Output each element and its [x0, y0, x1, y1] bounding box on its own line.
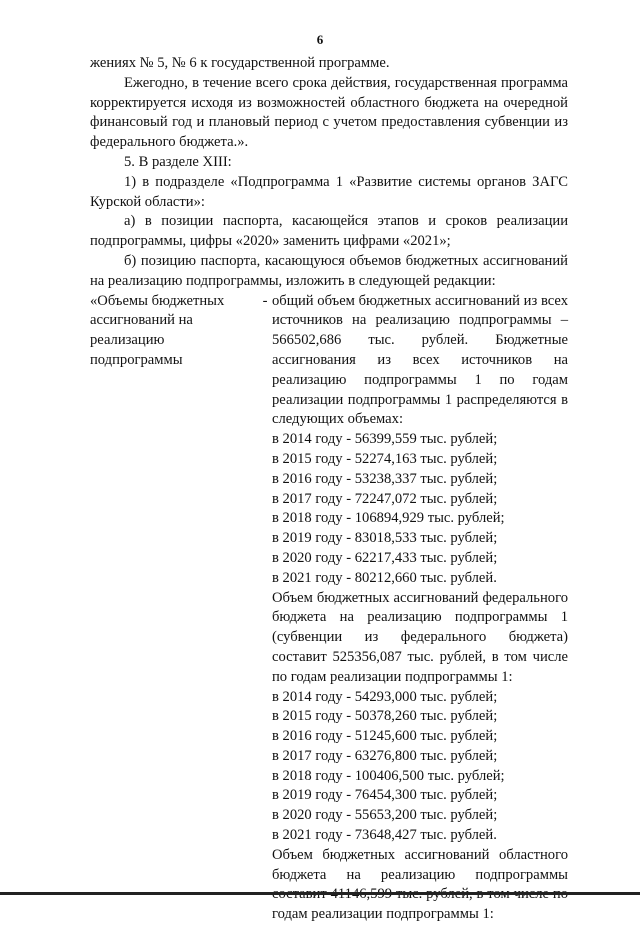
- total-year-2014: в 2014 году - 56399,559 тыс. рублей;: [272, 431, 498, 448]
- federal-year-2018: в 2018 году - 100406,500 тыс. рублей;: [272, 767, 505, 784]
- passport-row: [90, 292, 568, 925]
- regional-allocation-text: Объем бюджетных ассигнований областного бюджета на реализацию подпрограммы годам реализации подпрограммы 1:: [272, 846, 568, 923]
- paragraph-annual-correction: Ежегодно, в течение всего срока действия, государственная программа корректируется исходя из возможностей областного бюджета на очередной финансовый год и плановый период с учетом предоставления субвенции из федерального бюджета.».: [90, 74, 568, 151]
- federal-year-2017: в 2017 году - 63276,800 тыс. рублей;: [272, 747, 498, 764]
- passport-label: «Объемы бюджетных ассигнований на реализацию подпрограммы: [90, 292, 225, 368]
- total-year-2021: в 2021 году - 80212,660 тыс. рублей.: [272, 569, 497, 586]
- total-year-2019: в 2019 году - 83018,533 тыс. рублей;: [272, 530, 498, 547]
- passport-content: [272, 292, 568, 925]
- paragraph-subsection-1: 1) в подразделе «Подпрограмма 1 «Развитие системы органов ЗАГС Курской области»:: [90, 173, 568, 210]
- federal-allocation-text: Объем бюджетных ассигнований федерального бюджета на реализацию подпрограммы 1 (субвенции из федерального бюджета) составит 525356,087 тыс. рублей, в том числе по годам реализации подпрограммы 1:: [272, 589, 568, 685]
- federal-year-2021: в 2021 году - 73648,427 тыс. рублей.: [272, 827, 497, 844]
- federal-year-2020: в 2020 году - 55653,200 тыс. рублей;: [272, 807, 498, 824]
- total-year-2015: в 2015 году - 52274,163 тыс. рублей;: [272, 450, 498, 467]
- total-year-2018: в 2018 году - 106894,929 тыс. рублей;: [272, 510, 505, 527]
- paragraph-item-a: а) в позиции паспорта, касающейся этапов и сроков реализации подпрограммы, цифры «2020» заменить цифрами «2021»;: [90, 213, 568, 250]
- document-body: [90, 54, 568, 925]
- page-bottom-rule: [0, 892, 640, 895]
- federal-year-2014: в 2014 году - 54293,000 тыс. рублей;: [272, 688, 498, 705]
- total-year-2016: в 2016 году - 53238,337 тыс. рублей;: [272, 470, 498, 487]
- federal-year-2016: в 2016 году - 51245,600 тыс. рублей;: [272, 728, 498, 745]
- total-year-2020: в 2020 году - 62217,433 тыс. рублей;: [272, 549, 498, 566]
- paragraph-section-13: 5. В разделе XIII:: [124, 153, 232, 170]
- paragraph-continuation: жениях № 5, № 6 к государственной программе.: [90, 55, 390, 71]
- paragraph-item-b: б) позицию паспорта, касающуюся объемов бюджетных ассигнований на реализацию подпрограммы, изложить в следующей редакции:: [90, 252, 568, 289]
- total-year-2017: в 2017 году - 72247,072 тыс. рублей;: [272, 490, 498, 507]
- total-allocation-text: общий объем бюджетных ассигнований из всех источников на реализацию подпрограммы – 566502,686 тыс. рублей. Бюджетные ассигнования из всех источников на реализацию подпрограммы 1 по годам реализации подпрограммы 1 распределяются в следующих объемах:: [272, 292, 568, 428]
- page-number: 6: [316, 32, 324, 47]
- passport-dash: -: [262, 292, 268, 309]
- federal-year-2019: в 2019 году - 76454,300 тыс. рублей;: [272, 787, 498, 804]
- federal-year-2015: в 2015 году - 50378,260 тыс. рублей;: [272, 708, 498, 725]
